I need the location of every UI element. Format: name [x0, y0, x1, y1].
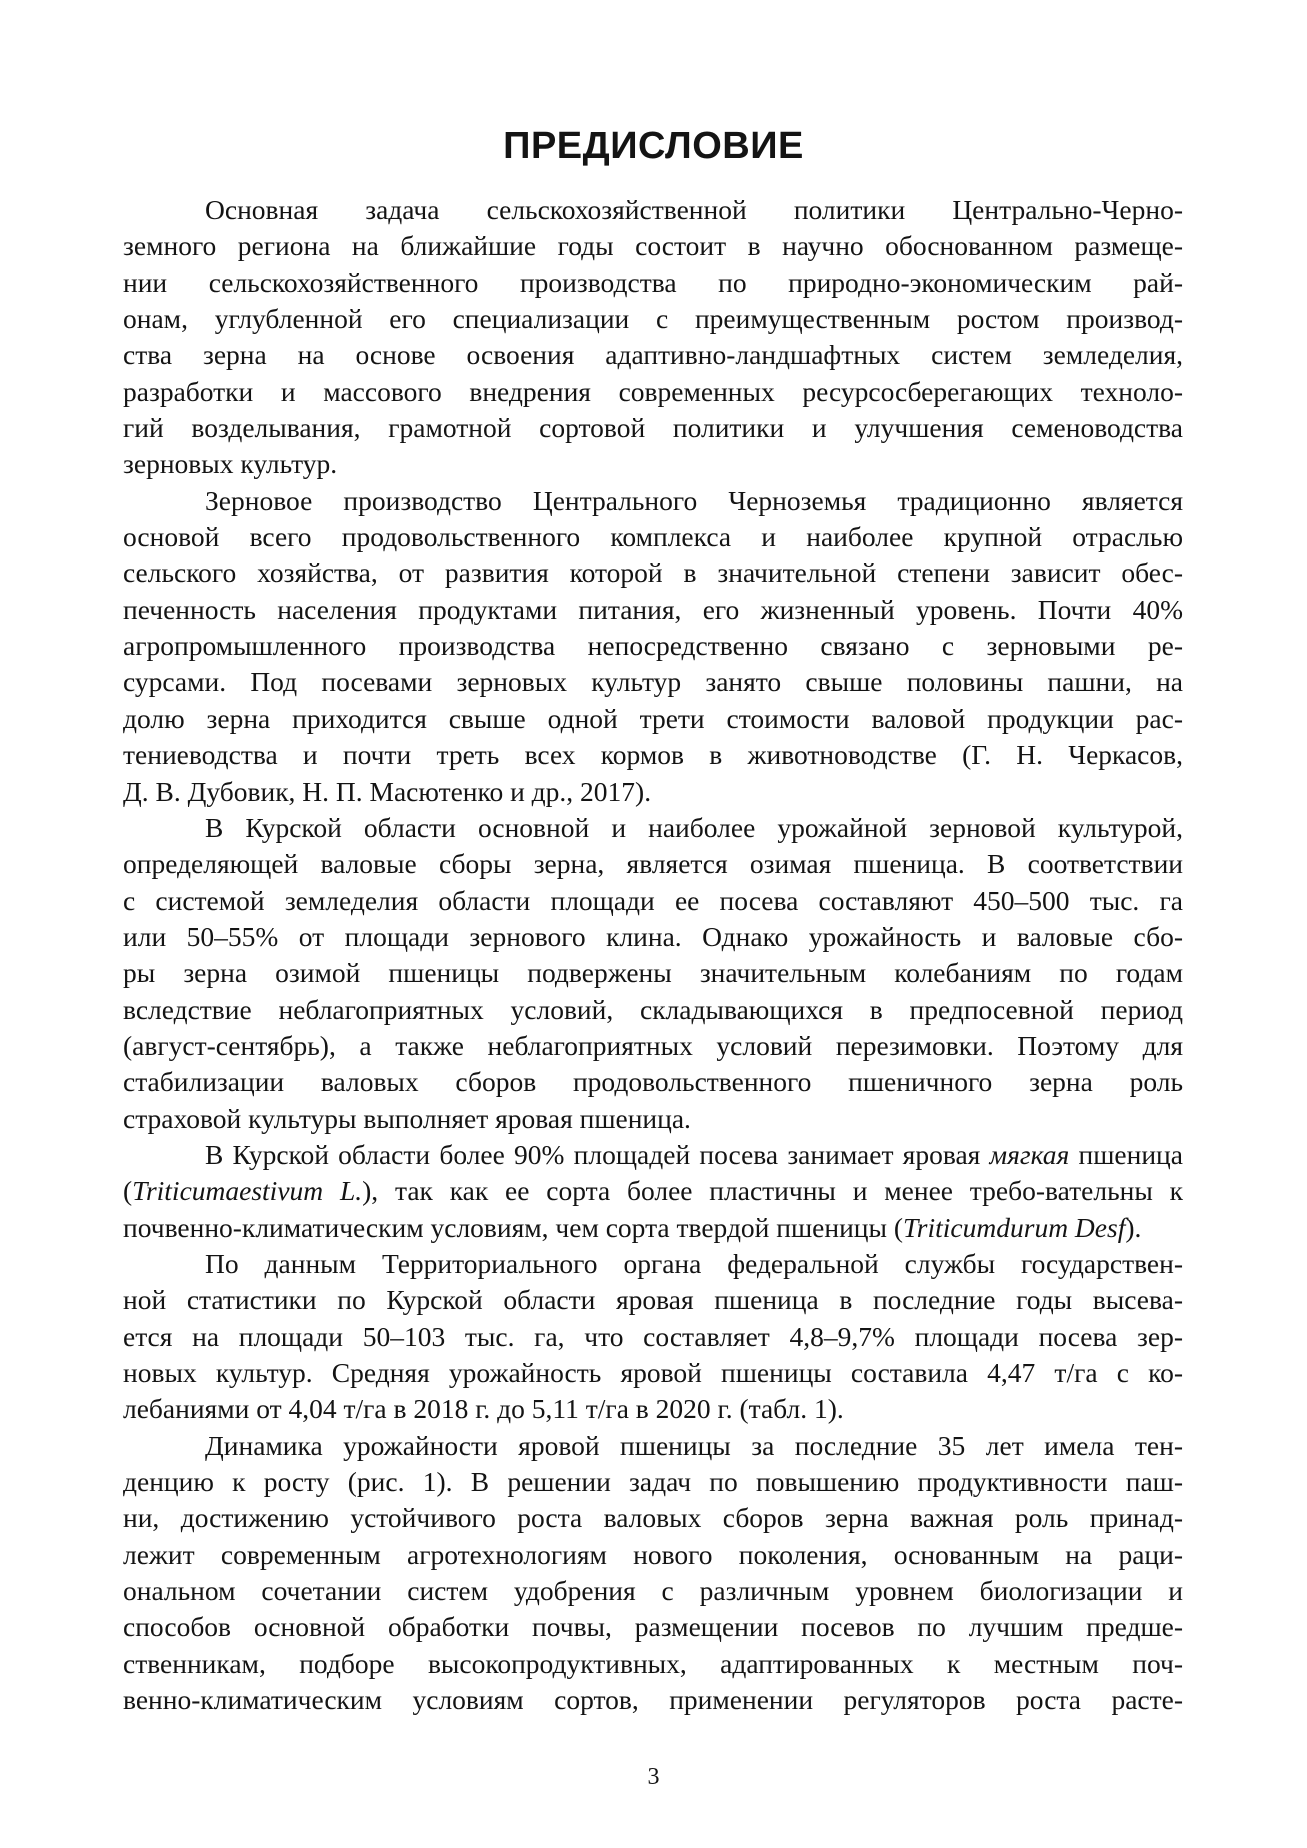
- text-segment: ), так как ее сорта более пластичны и менее требо-вательны к почвенно-климатическим условиям, чем сорта твердой пшеницы (: [123, 1175, 1183, 1243]
- text-segment: ).: [1125, 1211, 1142, 1243]
- text-line: Основная задача сельскохозяйственной политики Центрально-Черно-: [205, 194, 1183, 225]
- text-line: с системой земледелия области площади ее посева составляют 450–500 тыс. га: [123, 884, 1183, 916]
- paragraph-3: [123, 810, 1183, 1137]
- text-line: сельского хозяйства, от развития которой в значительной степени зависит обес-: [123, 557, 1183, 589]
- text-line: лежит современным агротехнологиям нового поколения, основанным на раци-: [123, 1538, 1183, 1570]
- page-title: ПРЕДИСЛОВИЕ: [503, 125, 804, 167]
- text-line: страховой культуры выполняет яровая пшеница.: [123, 1102, 691, 1134]
- text-line: агропромышленного производства непосредственно связано с зерновыми ре-: [123, 630, 1183, 662]
- text-line: печенность населения продуктами питания, его жизненный уровень. Почти 40%: [123, 593, 1183, 625]
- text-line: гий возделывания, грамотной сортовой политики и улучшения семеноводства: [123, 412, 1183, 444]
- text-line: Зерновое производство Центрального Черноземья традиционно является: [205, 484, 1183, 516]
- text-line: ется на площади 50–103 тыс. га, что составляет 4,8–9,7% площади посева зер-: [123, 1320, 1183, 1352]
- text-line: лебаниями от 4,04 т/га в 2018 г. до 5,11 т/га в 2020 г. (табл. 1).: [123, 1393, 844, 1425]
- text-segment: В Курской области более 90% площадей посева занимает яровая: [205, 1138, 990, 1170]
- italic-term: Triticumdurum Desf: [903, 1211, 1126, 1243]
- text-line: ры зерна озимой пшеницы подвержены значительным колебаниям по годам: [123, 957, 1183, 989]
- paragraph-1: [123, 192, 1183, 483]
- text-line: тениеводства и почти треть всех кормов в животноводстве (Г. Н. Черкасов,: [123, 739, 1183, 771]
- page-number: 3: [647, 1764, 660, 1790]
- text-line: денцию к росту (рис. 1). В решении задач по повышению продуктивности паш-: [123, 1466, 1183, 1498]
- text-line: В Курской области основной и наиболее урожайной зерновой культурой,: [205, 811, 1183, 843]
- paragraph-4: [123, 1137, 1183, 1246]
- text-line: способов основной обработки почвы, размещении посевов по лучшим предше-: [123, 1611, 1183, 1643]
- text-line: нии сельскохозяйственного производства по природно-экономическим рай-: [123, 266, 1183, 298]
- text-line: вследствие неблагоприятных условий, складывающихся в предпосевной период: [123, 993, 1183, 1025]
- body-text: [123, 192, 1183, 1718]
- text-line: земного региона на ближайшие годы состоит в научно обоснованном размеще-: [123, 230, 1183, 262]
- text-line: или 50–55% от площади зернового клина. Однако урожайность и валовые сбо-: [123, 920, 1183, 952]
- text-line: зерновых культур.: [123, 448, 338, 480]
- text-line: Динамика урожайности яровой пшеницы за последние 35 лет имела тен-: [205, 1429, 1183, 1461]
- text-line: определяющей валовые сборы зерна, является озимая пшеница. В соответствии: [123, 848, 1183, 880]
- text-line: ства зерна на основе освоения адаптивно-ландшафтных систем земледелия,: [123, 339, 1183, 371]
- italic-term: Triticumaestivum L.: [132, 1175, 363, 1207]
- text-line: разработки и массового внедрения современных ресурсосберегающих техноло-: [123, 375, 1183, 407]
- paragraph-6: [123, 1428, 1183, 1719]
- text-line: венно-климатическим условиям сортов, применении регуляторов роста расте-: [123, 1684, 1183, 1716]
- text-line: ственникам, подборе высокопродуктивных, адаптированных к местным поч-: [123, 1647, 1183, 1679]
- text-line: долю зерна приходится свыше одной трети стоимости валовой продукции рас-: [123, 702, 1183, 734]
- text-line: основой всего продовольственного комплекса и наиболее крупной отраслью: [123, 521, 1183, 553]
- text-line: (август-сентябрь), а также неблагоприятных условий перезимовки. Поэтому для: [123, 1029, 1183, 1061]
- text-line: стабилизации валовых сборов продовольственного пшеничного зерна роль: [123, 1066, 1183, 1098]
- paragraph-2: [123, 483, 1183, 810]
- text-line: ональном сочетании систем удобрения с различным уровнем биологизации и: [123, 1575, 1183, 1607]
- text-line: ной статистики по Курской области яровая пшеница в последние годы высева-: [123, 1284, 1183, 1316]
- text-line: новых культур. Средняя урожайность яровой пшеницы составила 4,47 т/га с ко-: [123, 1357, 1183, 1388]
- paragraph-5: [123, 1246, 1183, 1428]
- text-line: сурсами. Под посевами зерновых культур занято свыше половины пашни, на: [123, 666, 1183, 698]
- text-line: По данным Территориального органа федеральной службы государствен-: [205, 1247, 1183, 1279]
- text-segment: пшеница (: [123, 1138, 1183, 1207]
- text-line: онам, углубленной его специализации с преимущественным ростом производ-: [123, 303, 1183, 335]
- text-line: ни, достижению устойчивого роста валовых сборов зерна важная роль принад-: [123, 1502, 1183, 1534]
- text-line: Д. В. Дубовик, Н. П. Масютенко и др., 2017).: [123, 775, 652, 807]
- italic-term: мягкая: [989, 1138, 1070, 1170]
